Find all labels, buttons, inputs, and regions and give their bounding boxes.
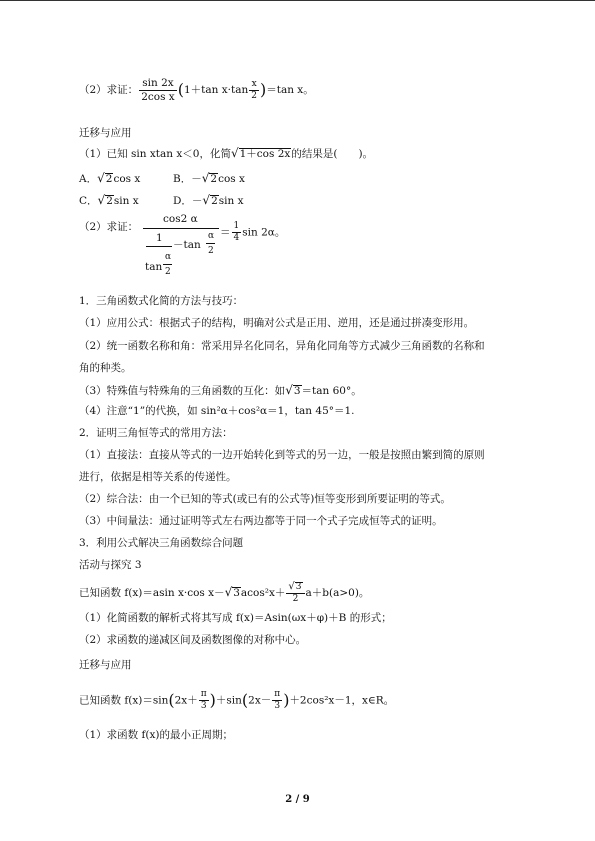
- q2-main-bar: [143, 228, 219, 229]
- summary-1-4: （4）注意“1”的代换，如 sin²α＋cos²α＝1，tan 45°＝1.: [79, 405, 355, 417]
- q2-rhs: ＝ $\frac{1}{4}$ sin 2α。: [220, 221, 286, 243]
- summary-2-1a: （1）直接法：直接从等式的一边开始转化到等式的另一边，一般是按照由繁到简的原则: [79, 449, 485, 461]
- summary-1-2b: 角的种类。: [79, 362, 132, 374]
- fraction-one-quarter: $\frac{1}{4}$: [233, 221, 240, 243]
- function-2: 已知函数 f(x)＝sin(2x＋ $\frac{\pi}{3}$ )＋sin(2x－ $\frac{\pi}{3}$ )＋2cos²x－1，x∈R。: [79, 689, 395, 711]
- summary-1: 1．三角函数式化简的方法与技巧：: [79, 295, 244, 307]
- q2-den-one: 1: [156, 232, 163, 244]
- proof-line-1: （2）求证： $\frac{\sin 2x}{\text{2cos x}}$ (1＋tan x·tan $\frac{x}{2}$ )＝tan x。: [79, 77, 314, 103]
- option-a: A．√2cos x: [79, 171, 141, 185]
- question-2-prefix: （2）求证：: [79, 221, 139, 233]
- fraction-x-2: $\frac{x}{2}$: [251, 78, 257, 101]
- page-number: 2 / 9: [285, 794, 310, 805]
- q2-den-bar: [146, 246, 172, 247]
- summary-2-2: （2）综合法：由一个已知的等式(或已有的公式等)恒等变形到所要证明的等式。: [79, 493, 451, 505]
- option-d: D．－√2sin x: [173, 193, 244, 207]
- summary-1-3: （3）特殊值与特殊角的三角函数的互化：如√3＝tan 60°。: [79, 383, 362, 397]
- top-rule: [0, 0, 595, 1]
- option-b: B．－√2cos x: [173, 171, 245, 185]
- activity-3-function: 已知函数 f(x)＝asin x·cos x－√3acos²x＋ $\frac{√3}{2}$ a＋b(a>0)。: [79, 581, 370, 604]
- q2-den-alpha: α: [165, 252, 172, 262]
- summary-1-1: （1）应用公式：根据式子的结构，明确对公式是正用、逆用，还是通过拼凑变形用。: [79, 317, 475, 329]
- activity-3-q2: （2）求函数的递减区间及函数图像的对称中心。: [79, 634, 307, 646]
- activity-3-heading: 活动与探究 3: [79, 559, 142, 571]
- proof-prefix: （2）求证：: [79, 84, 139, 96]
- q2-alpha2: α: [208, 231, 215, 241]
- q2-alpha2-bar: [206, 243, 215, 244]
- question-1: （1）已知 sin xtan x＜0，化简√1＋cos 2x的结果是( )。: [79, 146, 374, 160]
- q2-minus-tan: －tan: [173, 239, 201, 251]
- activity-3-q1: （1）化简函数的解析式将其写成 f(x)＝Asin(ωx＋φ)＋B 的形式；: [79, 612, 392, 624]
- q2-den-two: 2: [165, 267, 171, 277]
- summary-1-2a: （2）统一函数名称和角：常采用异名化同名，异角化同角等方式减少三角函数的名称和: [79, 340, 485, 352]
- section-heading-transfer-1: 迁移与应用: [79, 127, 132, 139]
- final-question: （1）求函数 f(x)的最小正周期；: [79, 729, 234, 741]
- option-c: C．√2sin x: [79, 193, 139, 207]
- q2-numerator: cos2 α: [163, 213, 198, 225]
- q2-den-alpha-bar: [163, 264, 172, 265]
- fraction-sin2x-2cosx: $\frac{\sin 2x}{\text{2cos x}}$: [141, 77, 175, 103]
- q2-two2: 2: [208, 246, 214, 256]
- summary-2-3: （3）中间量法：通过证明等式左右两边都等于同一个式子完成恒等式的证明。: [79, 515, 443, 527]
- section-heading-transfer-2: 迁移与应用: [79, 659, 132, 671]
- summary-2-1b: 进行，依据是相等关系的传递性。: [79, 471, 237, 483]
- sqrt-1-plus-cos2x: √1＋cos 2x: [230, 146, 291, 160]
- q2-den-tan: tan: [145, 261, 163, 273]
- fraction-sqrt3-2: $\frac{√3}{2}$: [286, 582, 304, 604]
- summary-3: 3．利用公式解决三角函数综合问题: [79, 537, 244, 549]
- summary-2: 2．证明三角恒等式的常用方法：: [79, 427, 233, 439]
